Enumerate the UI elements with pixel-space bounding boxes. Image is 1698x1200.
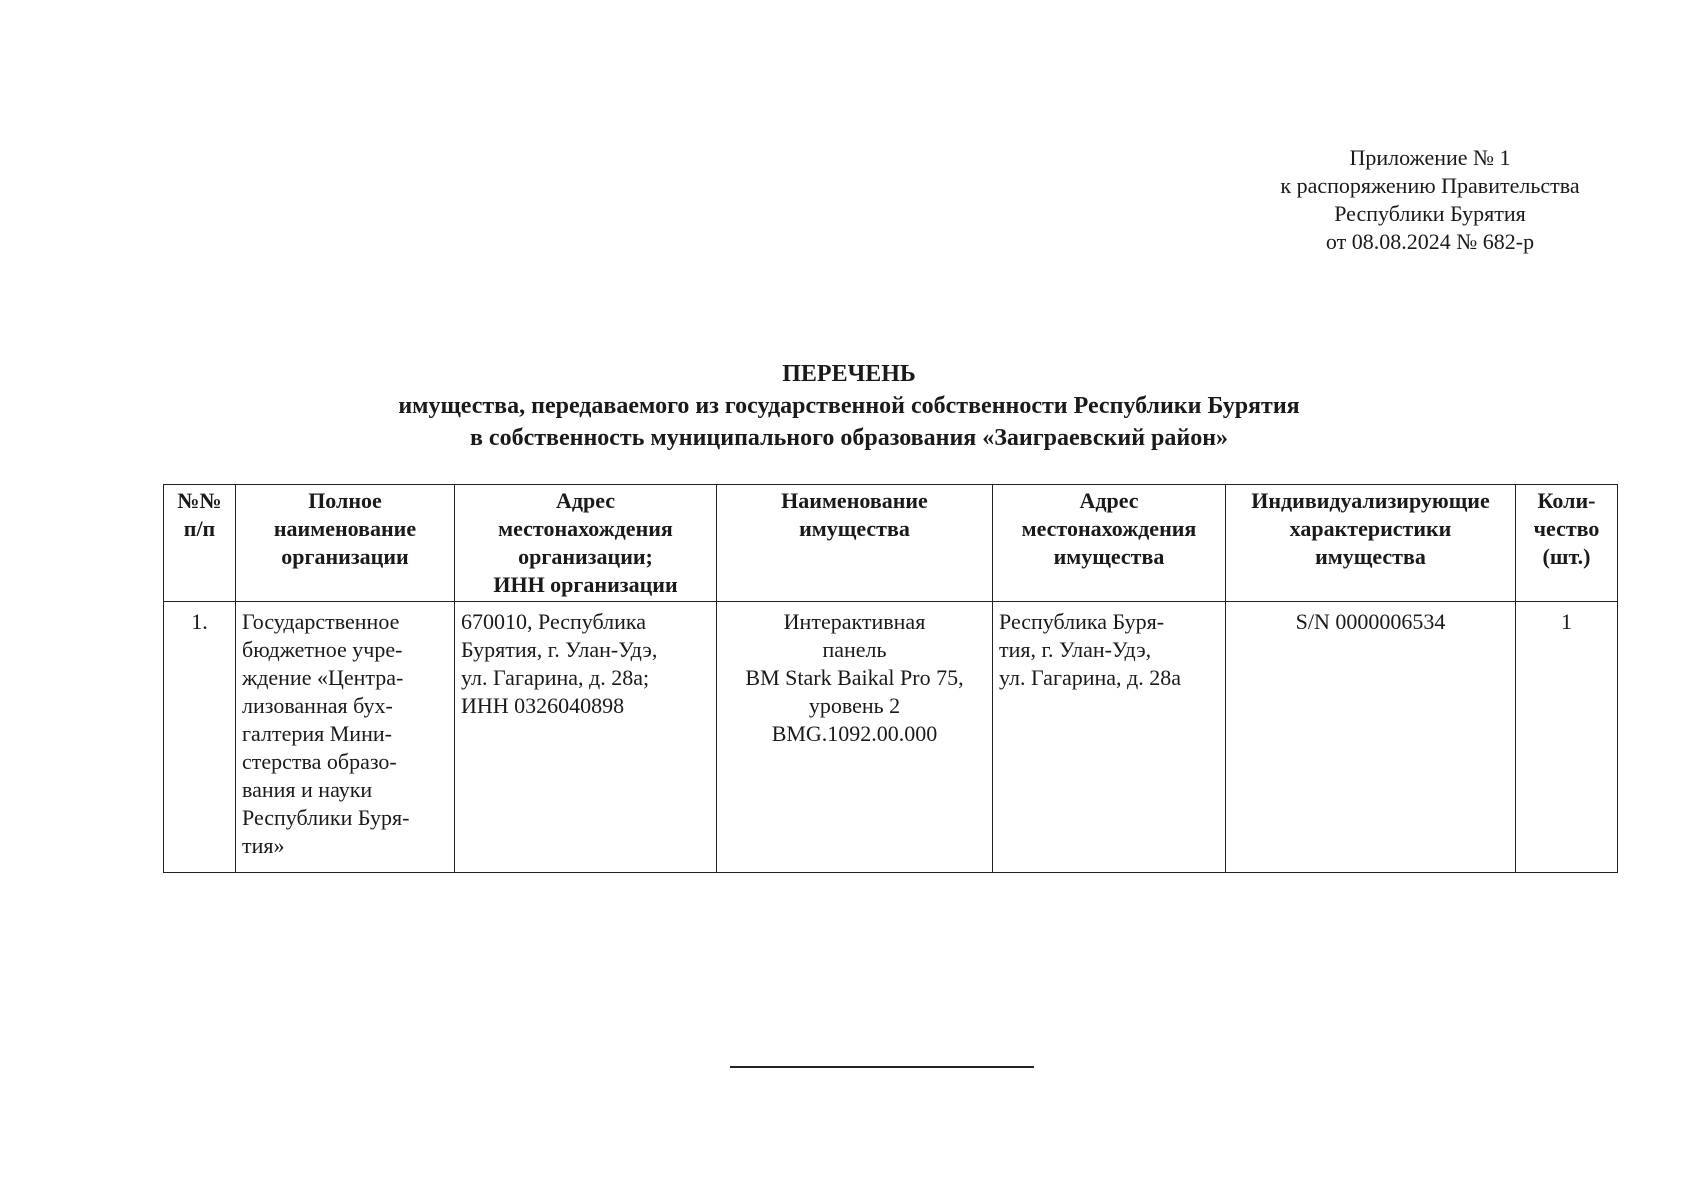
cell-org-name: Государственное бюджетное учре- ждение «Центра- лизованная бух- галтерия Мини- стерства образо- вания и науки Республики Буря- тия» xyxy=(236,602,455,873)
property-table xyxy=(163,484,1618,873)
cell-quantity: 1 xyxy=(1516,602,1618,873)
title-subtitle-line-1: имущества, передаваемого из государственной собственности Республики Бурятия xyxy=(398,393,1300,419)
header-quantity: Коли- чество (шт.) xyxy=(1516,485,1618,602)
appendix-reference xyxy=(1210,144,1650,256)
header-property-address: Адрес местонахождения имущества xyxy=(993,485,1226,602)
table-row xyxy=(164,602,1618,873)
closing-divider xyxy=(730,1066,1034,1068)
cell-property-address: Республика Буря- тия, г. Улан-Удэ, ул. Гагарина, д. 28а xyxy=(993,602,1226,873)
appendix-order-line: к распоряжению Правительства xyxy=(1280,173,1580,198)
header-org-name: Полное наименование организации xyxy=(236,485,455,602)
cell-org-address: 670010, Республика Бурятия, г. Улан-Удэ, ул. Гагарина, д. 28а; ИНН 0326040898 xyxy=(455,602,717,873)
cell-characteristics: S/N 0000006534 xyxy=(1226,602,1516,873)
appendix-number: Приложение № 1 xyxy=(1349,145,1511,170)
title-subtitle-line-2: в собственность муниципального образования «Заиграевский район» xyxy=(469,425,1229,451)
title-heading: ПЕРЕЧЕНЬ xyxy=(782,361,916,387)
header-property-name: Наименование имущества xyxy=(717,485,993,602)
header-characteristics: Индивидуализирующие характеристики имущества xyxy=(1226,485,1516,602)
header-number: №№ п/п xyxy=(164,485,236,602)
header-org-address: Адрес местонахождения организации; ИНН организации xyxy=(455,485,717,602)
cell-number: 1. xyxy=(164,602,236,873)
table-header-row xyxy=(164,485,1618,602)
appendix-date-line: от 08.08.2024 № 682-р xyxy=(1325,229,1535,254)
document-title xyxy=(0,358,1698,454)
appendix-republic-line: Республики Бурятия xyxy=(1334,201,1526,226)
cell-property-name: Интерактивная панель BM Stark Baikal Pro 75, уровень 2 BMG.1092.00.000 xyxy=(717,602,993,873)
